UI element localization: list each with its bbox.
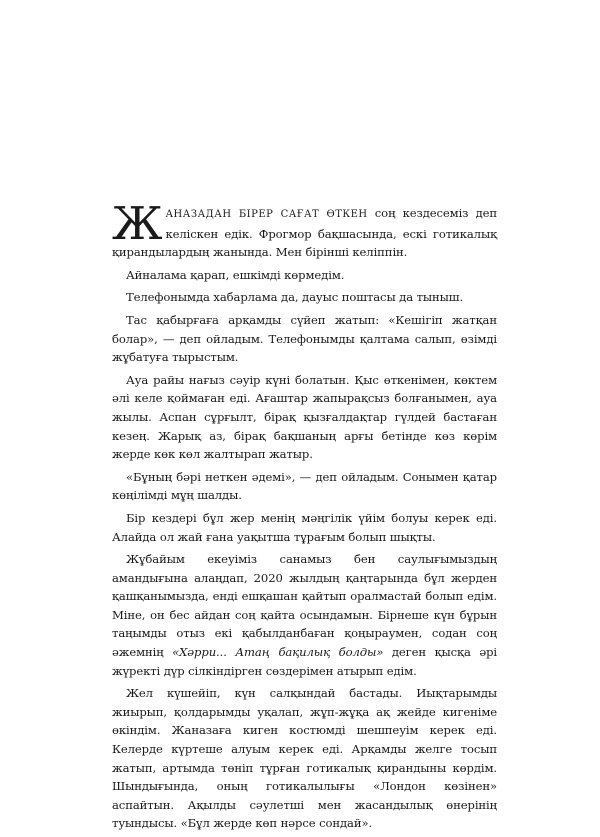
paragraph: Тас қабырғаға арқамды сүйеп жатып: «Кешігіп жатқан болар», — деп ойладым. Телефонымды қалтама салып, өзімді жұбатуға тырыстым. — [112, 312, 497, 365]
opening-paragraph — [112, 197, 497, 262]
paragraph: «Бұның бәрі неткен әдемі», — деп ойладым. Сонымен қатар көңілімді мұң шалды. — [112, 469, 497, 503]
drop-cap-letter: Ж — [112, 197, 163, 250]
paragraph: Айналама қарап, ешкімді көрмедім. — [126, 267, 345, 282]
lead-in-smallcaps: АНАЗАДАН БІРЕР САҒАТ ӨТКЕН — [165, 209, 368, 220]
paragraph: Ауа райы нағыз сәуір күні болатын. Қыс өткенімен, көктем әлі келе қоймаған еді. Ағаштар жапырақсыз болғанымен, ауа жылы. Аспан сұрғылт, бірақ қызғалдақтар гүлдей бастаған кезең. Жарық аз, бірақ бақшаның арғы бетінде көз көрім жерде көк көл жалтырап жатыр. — [112, 372, 497, 462]
opening-paragraph-text: соң кездесеміз деп келіскен едік. Фрогмор бақшасында, ескі готикалық қирандылардың жанында. Мен бірінші келіппін. — [112, 206, 497, 260]
paragraph-text-after-quote: деген қысқа әрі жүректі дүр сілкіндірген сөздерімен атырып едім. — [112, 645, 498, 678]
paragraph-text: Жұбайым екеуіміз санамыз бен саулығымыздың амандығына алаңдап, 2020 жылдың қаңтарында бұл жерден қашқанымызда, енді ешқашан қайтып оралмастай болып едім. Міне, он бес айдан соң қайта осындамын. Бірнеше күн бұрын таңымды отыз екі қабылданбаған қоңыраумен, содан соң әжемнің — [112, 552, 497, 660]
chapter-text — [112, 197, 498, 837]
paragraph: Жел күшейіп, күн салқындай бастады. Иықтарымды жиырып, қолдарымды уқалап, жұп-жұқа ақ жейде кигеніме өкіндім. Жаназаға киген костюмді шешпеуім керек еді. Келерде күртеше алуым керек еді. Арқамды желге тосып жатып, артымда төніп тұрған готикалық қирандыны көрдім. Шындығында, оның готикалылығы «Лондон көзінен» аспайтын. Ақылды сәулетші мен жасандылық өнерінің туындысы. «Бұл жерде көп нәрсе сондай». — [112, 686, 497, 831]
paragraph-with-quote — [112, 550, 497, 680]
paragraph: Бір кездері бұл жер менің мәңгілік үйім болуы керек еді. Алайда ол жай ғана уақытша тұрағым болып шықты. — [112, 510, 497, 544]
italic-quote: «Хәрри... Атаң бақилық болды» — [172, 645, 384, 660]
paragraph: Телефонымда хабарлама да, дауыс поштасы да тыныш. — [126, 290, 464, 305]
